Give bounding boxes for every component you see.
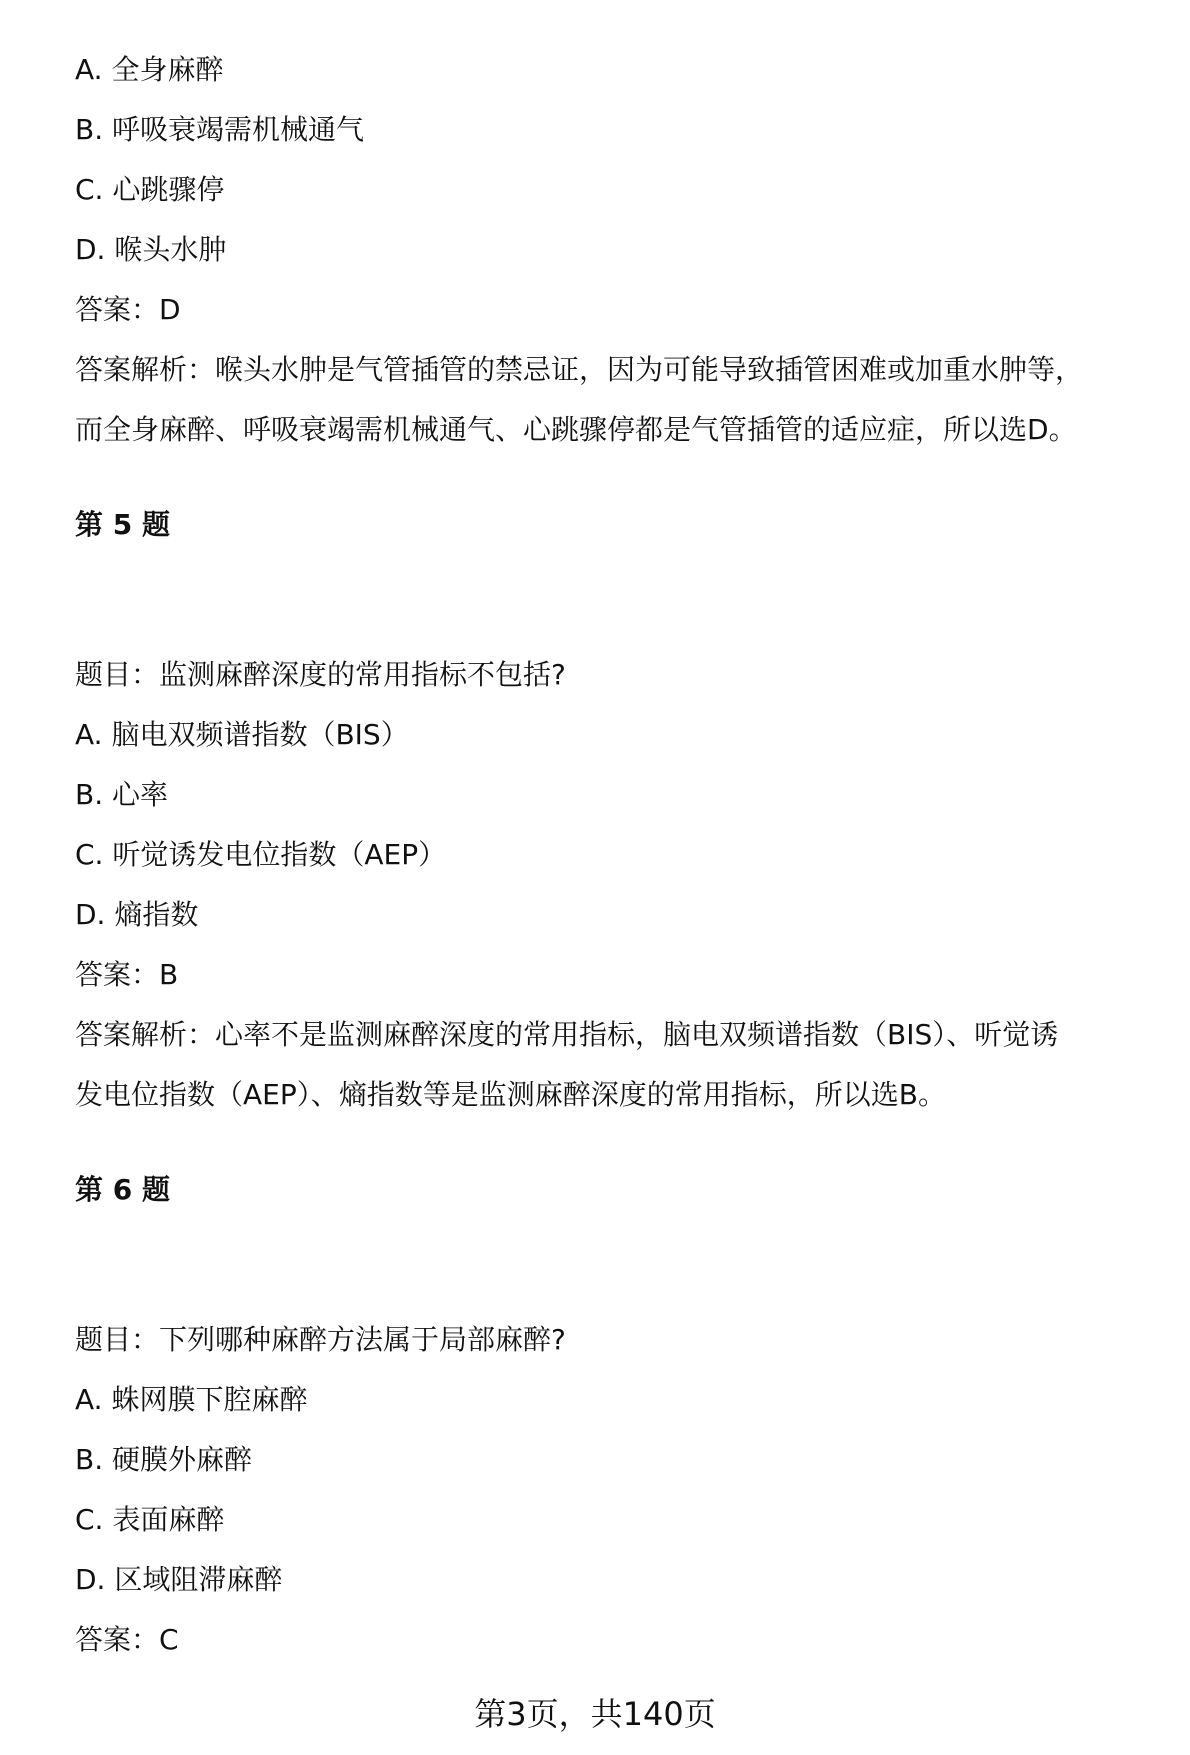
q4-explanation-line-1: 答案解析：喉头水肿是气管插管的禁忌证，因为可能导致插管困难或加重水肿等， bbox=[75, 353, 1084, 386]
q6-question: 题目：下列哪种麻醉方法属于局部麻醉? bbox=[75, 1323, 566, 1356]
q5-option-d: D. 熵指数 bbox=[75, 898, 199, 931]
q6-option-a: A. 蛛网膜下腔麻醉 bbox=[75, 1383, 308, 1416]
q5-option-a: A. 脑电双频谱指数（BIS） bbox=[75, 718, 409, 751]
q6-option-b: B. 硬膜外麻醉 bbox=[75, 1443, 253, 1476]
document-page bbox=[75, 0, 1155, 1755]
q6-answer: 答案：C bbox=[75, 1623, 179, 1656]
q4-option-a: A. 全身麻醉 bbox=[75, 53, 224, 86]
q4-explanation-line-2: 而全身麻醉、呼吸衰竭需机械通气、心跳骤停都是气管插管的适应症，所以选D。 bbox=[75, 413, 1077, 446]
q4-option-c: C. 心跳骤停 bbox=[75, 173, 225, 206]
q5-heading: 第 5 题 bbox=[75, 508, 170, 541]
q5-explanation-line-2: 发电位指数（AEP）、熵指数等是监测麻醉深度的常用指标，所以选B。 bbox=[75, 1078, 946, 1111]
q5-question: 题目：监测麻醉深度的常用指标不包括? bbox=[75, 658, 566, 691]
q5-option-c: C. 听觉诱发电位指数（AEP） bbox=[75, 838, 447, 871]
q6-heading: 第 6 题 bbox=[75, 1173, 170, 1206]
page-footer: 第3页，共140页 bbox=[474, 1695, 716, 1733]
q6-option-d: D. 区域阻滞麻醉 bbox=[75, 1563, 283, 1596]
q5-explanation-line-1: 答案解析：心率不是监测麻醉深度的常用指标，脑电双频谱指数（BIS）、听觉诱 bbox=[75, 1018, 1059, 1051]
q5-answer: 答案：B bbox=[75, 958, 179, 991]
q4-answer: 答案：D bbox=[75, 293, 181, 326]
q4-option-d: D. 喉头水肿 bbox=[75, 233, 227, 266]
q5-option-b: B. 心率 bbox=[75, 778, 169, 811]
q6-option-c: C. 表面麻醉 bbox=[75, 1503, 225, 1536]
q4-option-b: B. 呼吸衰竭需机械通气 bbox=[75, 113, 365, 146]
